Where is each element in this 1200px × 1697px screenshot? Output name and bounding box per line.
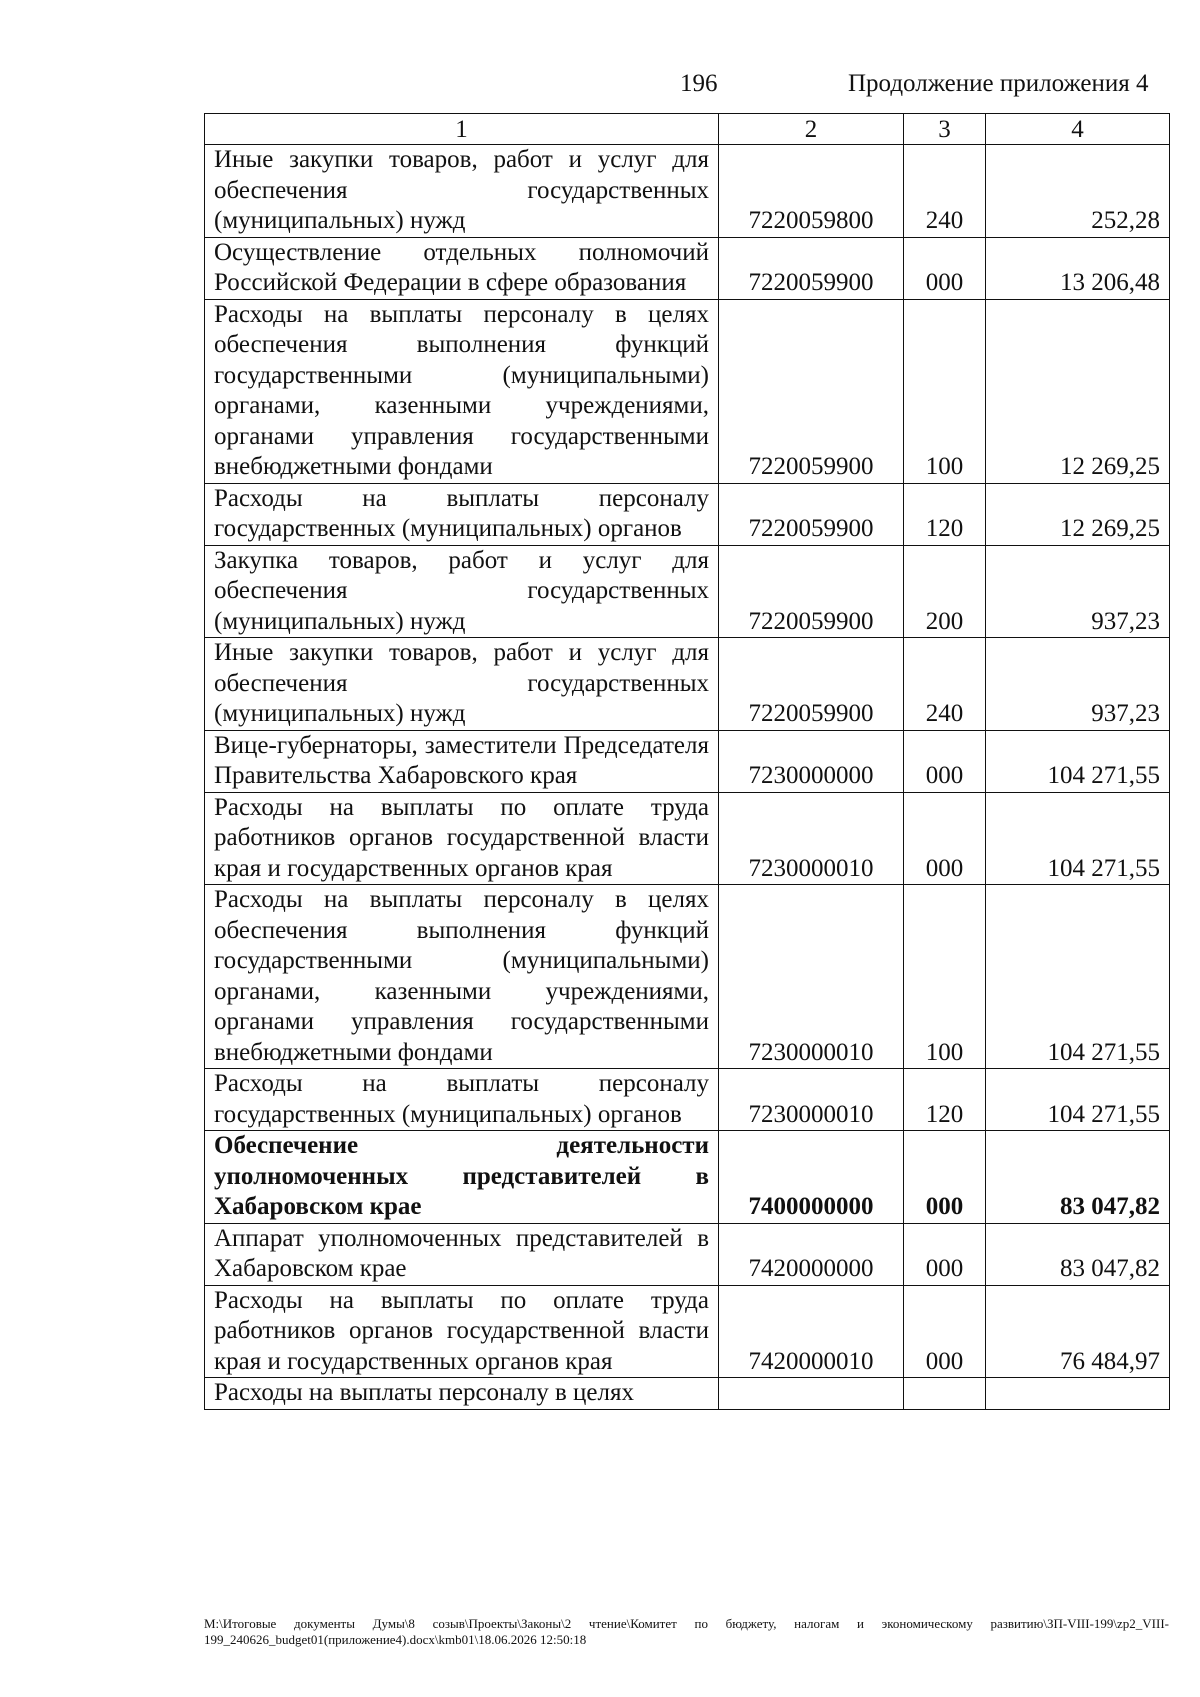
row-code: 7220059900 — [719, 638, 904, 731]
table-row — [205, 1069, 1170, 1131]
row-code: 7230000010 — [719, 792, 904, 885]
table-row — [205, 1223, 1170, 1285]
row-amount: 104 271,55 — [986, 1069, 1170, 1131]
table-header-row — [205, 114, 1170, 145]
row-name: Расходы на выплаты персоналу в целях обеспечения выполнения функций государственными (муниципальными) органами, казенными учреждениями, органами управления государственными внебюджетными фондами — [205, 299, 719, 483]
row-amount: 104 271,55 — [986, 792, 1170, 885]
row-amount: 13 206,48 — [986, 237, 1170, 299]
table-row — [205, 638, 1170, 731]
row-code: 7230000010 — [719, 1069, 904, 1131]
table-row — [205, 730, 1170, 792]
row-code: 7230000000 — [719, 730, 904, 792]
row-kind: 200 — [904, 545, 986, 638]
row-amount: 104 271,55 — [986, 730, 1170, 792]
row-code: 7220059900 — [719, 483, 904, 545]
row-code: 7400000000 — [719, 1131, 904, 1224]
row-amount: 76 484,97 — [986, 1285, 1170, 1378]
row-kind — [904, 1378, 986, 1410]
table-row — [205, 545, 1170, 638]
row-kind: 100 — [904, 885, 986, 1069]
page-number: 196 — [680, 70, 718, 97]
table-row — [205, 237, 1170, 299]
table-row — [205, 885, 1170, 1069]
table-row — [205, 483, 1170, 545]
row-name: Обеспечение деятельности уполномоченных представителей в Хабаровском крае — [205, 1131, 719, 1224]
row-kind: 240 — [904, 145, 986, 238]
row-code: 7220059900 — [719, 237, 904, 299]
row-amount: 937,23 — [986, 545, 1170, 638]
row-kind: 100 — [904, 299, 986, 483]
row-kind: 240 — [904, 638, 986, 731]
row-kind: 000 — [904, 730, 986, 792]
table-row — [205, 1285, 1170, 1378]
row-code: 7420000000 — [719, 1223, 904, 1285]
row-name: Вице-губернаторы, заместители Председателя Правительства Хабаровского края — [205, 730, 719, 792]
budget-table — [204, 113, 1170, 1410]
row-name: Расходы на выплаты персоналу государственных (муниципальных) органов — [205, 1069, 719, 1131]
row-amount: 937,23 — [986, 638, 1170, 731]
row-name: Аппарат уполномоченных представителей в Хабаровском крае — [205, 1223, 719, 1285]
row-name: Иные закупки товаров, работ и услуг для обеспечения государственных (муниципальных) нужд — [205, 145, 719, 238]
column-header-amount: 4 — [986, 114, 1170, 145]
column-header-name: 1 — [205, 114, 719, 145]
row-code: 7220059800 — [719, 145, 904, 238]
row-name: Расходы на выплаты персоналу государственных (муниципальных) органов — [205, 483, 719, 545]
row-code: 7230000010 — [719, 885, 904, 1069]
table-row — [205, 145, 1170, 238]
row-kind: 000 — [904, 1223, 986, 1285]
row-name: Расходы на выплаты персоналу в целях — [205, 1378, 719, 1410]
row-name: Иные закупки товаров, работ и услуг для обеспечения государственных (муниципальных) нужд — [205, 638, 719, 731]
row-kind: 120 — [904, 483, 986, 545]
row-name: Расходы на выплаты персоналу в целях обеспечения выполнения функций государственными (муниципальными) органами, казенными учреждениями, органами управления государственными внебюджетными фондами — [205, 885, 719, 1069]
row-kind: 000 — [904, 1285, 986, 1378]
row-name: Расходы на выплаты по оплате труда работников органов государственной власти края и государственных органов края — [205, 792, 719, 885]
row-kind: 000 — [904, 792, 986, 885]
table-row — [205, 1378, 1170, 1410]
row-code: 7420000010 — [719, 1285, 904, 1378]
page-caption: Продолжение приложения 4 — [848, 70, 1149, 97]
row-name: Расходы на выплаты по оплате труда работников органов государственной власти края и государственных органов края — [205, 1285, 719, 1378]
column-header-kind: 3 — [904, 114, 986, 145]
row-kind: 000 — [904, 237, 986, 299]
table-row-section — [205, 1131, 1170, 1224]
row-code: 7220059900 — [719, 299, 904, 483]
row-amount: 104 271,55 — [986, 885, 1170, 1069]
row-amount: 12 269,25 — [986, 299, 1170, 483]
row-amount — [986, 1378, 1170, 1410]
column-header-code: 2 — [719, 114, 904, 145]
row-amount: 83 047,82 — [986, 1223, 1170, 1285]
row-amount: 12 269,25 — [986, 483, 1170, 545]
document-file-path: M:\Итоговые документы Думы\8 созыв\Проекты\Законы\2 чтение\Комитет по бюджету, налогам и экономическому развитию\ЗП-VIII-199\zp2_VIII-199_240626_budget01(приложение4).docx\kmb01\18.06.2026 12:50:18 — [204, 1616, 1169, 1647]
row-kind: 000 — [904, 1131, 986, 1224]
row-code: 7220059900 — [719, 545, 904, 638]
table-row — [205, 299, 1170, 483]
row-amount: 83 047,82 — [986, 1131, 1170, 1224]
row-kind: 120 — [904, 1069, 986, 1131]
row-name: Закупка товаров, работ и услуг для обеспечения государственных (муниципальных) нужд — [205, 545, 719, 638]
row-name: Осуществление отдельных полномочий Российской Федерации в сфере образования — [205, 237, 719, 299]
table-row — [205, 792, 1170, 885]
row-code — [719, 1378, 904, 1410]
row-amount: 252,28 — [986, 145, 1170, 238]
